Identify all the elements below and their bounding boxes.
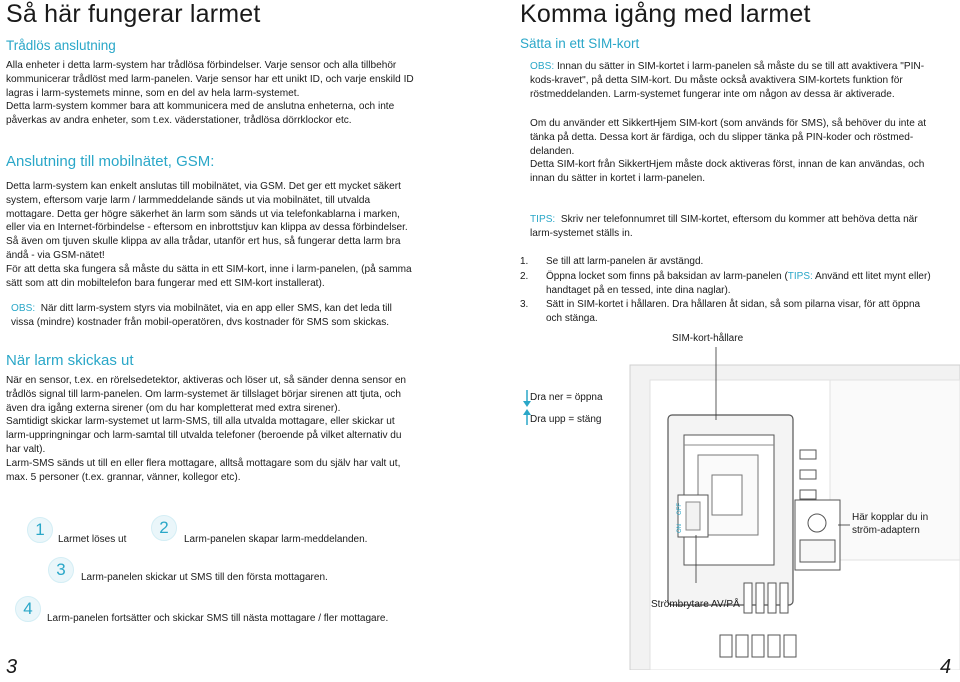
tips-text: larm-systemet ställs in. — [530, 227, 633, 239]
event-label-2: Larm-panelen skapar larm-meddelanden. — [184, 534, 368, 545]
left-page-title: Så här fungerar larmet — [6, 0, 261, 28]
text-line: Här kopplar du in — [852, 512, 929, 523]
trigger-heading: När larm skickas ut — [6, 352, 134, 369]
text-line: Så även om tjuven skulle klippa av alla trådar, utanför ert hus, så fungerar detta larm bra — [6, 236, 401, 248]
tips-label: TIPS: — [530, 214, 556, 225]
text-line: Larm-SMS sänds ut till en eller flera mottagare, alltså mottagare som du själv har valt ut, — [6, 457, 401, 469]
gsm-heading: Anslutning till mobilnätet, GSM: — [6, 153, 215, 170]
text-line: påverkas av andra enheter, som t.ex. väderstationer, trådlösa dörrklockor etc. — [6, 115, 352, 127]
text-line: Detta larm-system kan enkelt anslutas till mobilnätet, via GSM. Det ger ett mycket säkert — [6, 181, 401, 192]
obs-text: När ditt larm-system styrs via mobilnätet, via en app eller SMS, kan det leda till — [40, 303, 392, 314]
text-line: Om du använder ett SikkertHjem SIM-kort (som används för SMS), så behöver du inte at — [530, 118, 927, 129]
sim-paragraph — [530, 117, 926, 186]
event-number-1: 1 — [27, 517, 53, 543]
text-line: har valt). — [6, 443, 46, 455]
text-line: kommunicerar trådlöst med larm-panelen. Varje sensor har ett unikt ID, och varje enskild ID — [6, 73, 414, 85]
text-line: sätt som att din mobiltelefon bara fungerar med ett SIM-kort installerat). — [6, 277, 325, 289]
page-number-left: 3 — [6, 656, 18, 678]
text-line: eller via en Internet-förbindelse - eftersom en inbrottstjuv kan klippa av dessa förbindelser. — [6, 222, 408, 234]
text-line: Detta larm-system kommer bara att kommunicera med de anslutna enheterna, och inte — [6, 101, 395, 113]
step-2: 2. Öppna locket som finns på baksidan av larm-panelen (TIPS: Använd ett litet mynt eller) handtaget på en tessed, inte dina naglar). — [520, 271, 931, 296]
gsm-obs-note — [11, 302, 392, 330]
pull-up-label: Dra upp = stäng — [530, 414, 602, 425]
sim-holder-diagram — [500, 325, 960, 670]
trigger-paragraph — [6, 374, 406, 484]
text-line: För att detta ska fungera så måste du sätta in ett SIM-kort, inne i larm-panelen, (på samma — [6, 263, 412, 275]
text-line: tänka på detta. Dessa kort är färdiga, och du slipper tänka på PIN-koder och röstmed- — [530, 131, 914, 143]
event-label-3: Larm-panelen skickar ut SMS till den första mottagaren. — [81, 572, 328, 583]
power-adapter-label — [852, 511, 928, 537]
tips-text: Skriv ner telefonnumret till SIM-kortet, eftersom du kommer att behöva detta när — [560, 214, 918, 225]
page-number-right: 4 — [940, 656, 952, 678]
event-label-1: Larmet löses ut — [58, 534, 127, 545]
obs-text: kods-kravet", på detta SIM-kort. Du måste också avaktivera SIM-kortets funktion för — [530, 74, 903, 86]
wireless-paragraph — [6, 59, 414, 128]
obs-text: röstmeddelanden. Larm-systemet fungerar inte om någon av dessa är aktiverade. — [530, 88, 895, 100]
obs-label: OBS: — [530, 61, 555, 72]
right-page-title: Komma igång med larmet — [520, 0, 811, 28]
text-line: max. 5 personer (t.ex. grannar, vänner, kollegor etc). — [6, 471, 241, 483]
step-1: 1. Se till att larm-panelen är avstängd. — [520, 256, 704, 267]
sim-obs-note — [530, 60, 924, 101]
power-switch-label: Strömbrytare AV/PÅ — [651, 599, 740, 610]
obs-text: Innan du sätter in SIM-kortet i larm-panelen så måste du se till att avaktivera "PIN- — [556, 61, 925, 72]
event-label-4: Larm-panelen fortsätter och skickar SMS till nästa mottagare / fler mottagare. — [47, 613, 389, 624]
text-line: ändå - via GSM-nätet! — [6, 249, 105, 261]
text-line: När en sensor, t.ex. en rörelsedetektor, aktiveras och löser ut, så sänder denna sensor en — [6, 375, 407, 386]
text-line: trådlös signal till larm-panelen. Om larm-systemet är tillslaget börjar sirenen att tjuta, och — [6, 388, 401, 400]
obs-label: OBS: — [11, 303, 36, 314]
text-line: ström-adaptern — [852, 525, 920, 536]
sim-heading: Sätta in ett SIM-kort — [520, 36, 640, 51]
gsm-paragraph — [6, 180, 412, 290]
event-number-2: 2 — [151, 515, 177, 541]
text-line: även dra igång externa sirener (om du har kompletterat med extra sirener). — [6, 402, 341, 414]
step-3: 3. Sätt in SIM-kortet i hållaren. Dra hållaren åt sidan, så som pilarna visar, för att öppna och stänga. — [520, 299, 921, 324]
sim-holder-label: SIM-kort-hållare — [672, 333, 744, 344]
text-line: Samtidigt skickar larm-systemet ut larm-SMS, till alla utvalda mottagare, eller skickar ut — [6, 416, 395, 428]
obs-text: vissa (mindre) kostnader från mobil-operatören, dvs kostnader för SMS som skickas. — [11, 316, 390, 328]
pull-down-label: Dra ner = öppna — [530, 392, 603, 403]
wireless-heading: Trådlös anslutning — [6, 38, 116, 53]
text-line: mottagare. Detta ger högre säkerhet än larm som sänds ut via telefonkablarna i marken, — [6, 208, 400, 220]
event-number-4: 4 — [15, 596, 41, 622]
text-line: system, eftersom varje larm / larmmeddelande sänds ut via mobilnätet, till utvalda — [6, 194, 371, 206]
svg-text:ON: ON — [677, 524, 683, 533]
text-line: lagras i larm-systemets minne, som en del av hela larm-systemet. — [6, 87, 300, 99]
text-line: innan du sätter in kortet i larm-panelen. — [530, 173, 706, 185]
text-line: delanden. — [530, 145, 575, 157]
text-line: larm-uppringningar och larm-samtal till utvalda telefoner (beroende på vilket alternativ du — [6, 430, 402, 442]
svg-text:OFF: OFF — [677, 503, 683, 515]
event-number-3: 3 — [48, 557, 74, 583]
text-line: Detta SIM-kort från SikkertHjem måste dock aktiveras först, innan de kan användas, och — [530, 159, 925, 171]
sim-tips-note — [530, 213, 918, 241]
text-line: Alla enheter i detta larm-system har trådlösa förbindelser. Varje sensor och alla tillbehör — [6, 60, 397, 71]
